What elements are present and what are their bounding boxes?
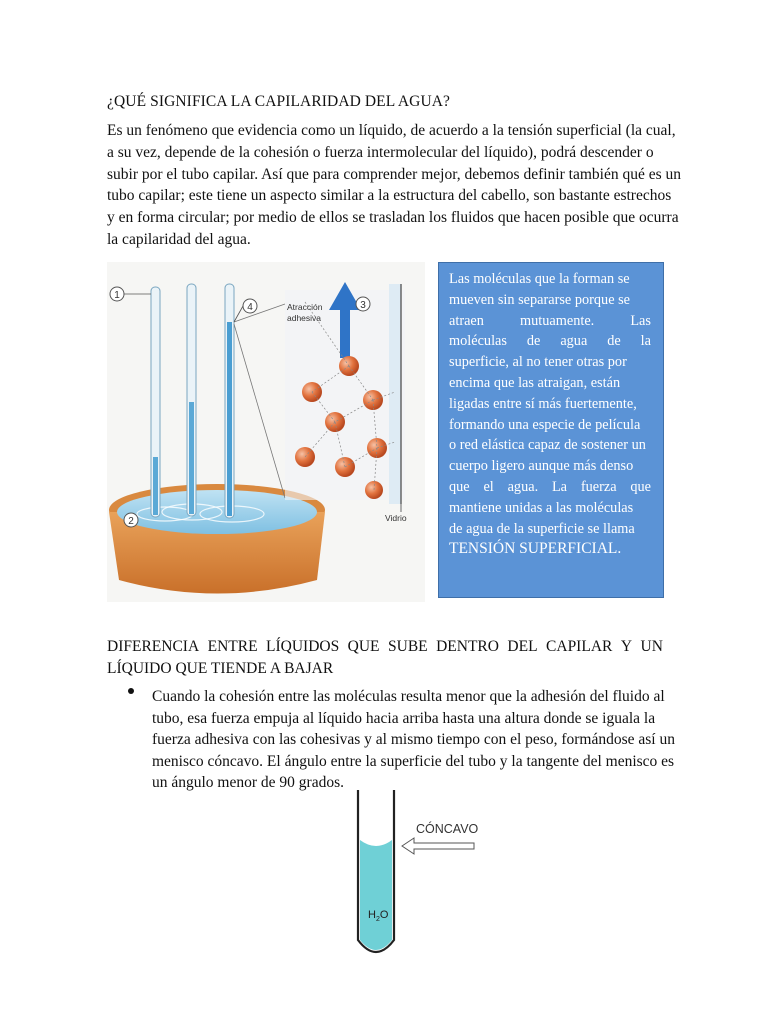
bullet-line: un ángulo menor de 90 grados. [152,774,344,791]
inset-label-line2: adhesiva [287,313,322,323]
figure-label-4: 4 [247,302,253,313]
text-line: la capilaridad del agua. [107,230,251,248]
h2o-formula: $H_2O$ [368,909,389,923]
concave-tube-figure [340,788,490,963]
box-line: Las moléculas que la forman se [449,271,630,287]
bullet-line: tubo, esa fuerza empuja al líquido hacia arriba hasta una altura donde se iguala la [152,709,656,727]
concave-tube-drawing [340,788,490,963]
box-last-line: TENSIÓN SUPERFICIAL. [449,540,622,558]
box-line: ligadas entre sí más fuertemente, [449,395,637,412]
capillarity-illustration [107,262,425,602]
arrow-left-icon [402,838,474,854]
box-line: de agua de la superficie se llama [449,520,635,537]
intro-paragraph [107,120,681,251]
text-line: Es un fenómeno que evidencia como un líquido, de acuerdo a la tensión superficial (la cual, [107,122,676,139]
heading-line: LÍQUIDO QUE TIENDE A BAJAR [107,659,334,677]
bullet-icon [128,688,134,694]
figure-label-2: 2 [128,516,134,527]
text-line: tubo capilar; este tiene un aspecto similar a la estructura del cabello, son bastante estrechos [107,187,672,205]
box-line: que el agua. La fuerza que [449,478,651,495]
box-line: formando una especie de película [449,416,641,433]
text-line: subir por el tubo capilar. Así que para comprender mejor, debemos definir también qué es un [107,165,681,183]
box-line: mantiene unidas a las moléculas [449,499,634,516]
capillarity-drawing [107,262,425,602]
box-line: encima que las atraigan, están [449,374,621,391]
page-title: ¿QUÉ SIGNIFICA LA CAPILARIDAD DEL AGUA? [107,93,451,110]
bullet-line: fuerza adhesiva con las cohesivas y al mismo tiempo con el peso, formándose así un [152,731,675,748]
box-line: mueven sin separarse porque se [449,291,631,308]
box-line: atraen mutuamente. Las [449,312,651,329]
bullet-line: menisco cóncavo. El ángulo entre la superficie del tubo y la tangente del menisco es [152,752,675,770]
box-line: moléculas de agua de la [449,333,651,350]
glass-label: Vidrio [385,513,407,523]
inset-label-line1: Atracción [287,302,323,312]
bullet-line: Cuando la cohesión entre las moléculas resulta menor que la adhesión del fluido al [152,688,665,705]
box-line: o red elástica capaz de sostener un [449,437,646,454]
bullet-paragraph [152,686,675,794]
section-heading [107,636,663,679]
box-line: cuerpo ligero aunque más denso [449,458,634,475]
box-line: superficie, al no tener otras por [449,354,627,371]
surface-tension-box [438,262,664,598]
heading-line: DIFERENCIA ENTRE LÍQUIDOS QUE SUBE DENTRO DEL CAPILAR Y UN [107,638,663,655]
text-line: a su vez, depende de la cohesión o fuerza intermolecular del líquido), podrá descender o [107,143,654,161]
text-line: y en forma circular; por medio de ellos se trasladan los fluidos que hacen posible que ocurra [107,209,679,227]
figure-label-3: 3 [360,300,366,311]
figure-label-1: 1 [114,290,120,301]
concave-label: CÓNCAVO [416,822,479,836]
